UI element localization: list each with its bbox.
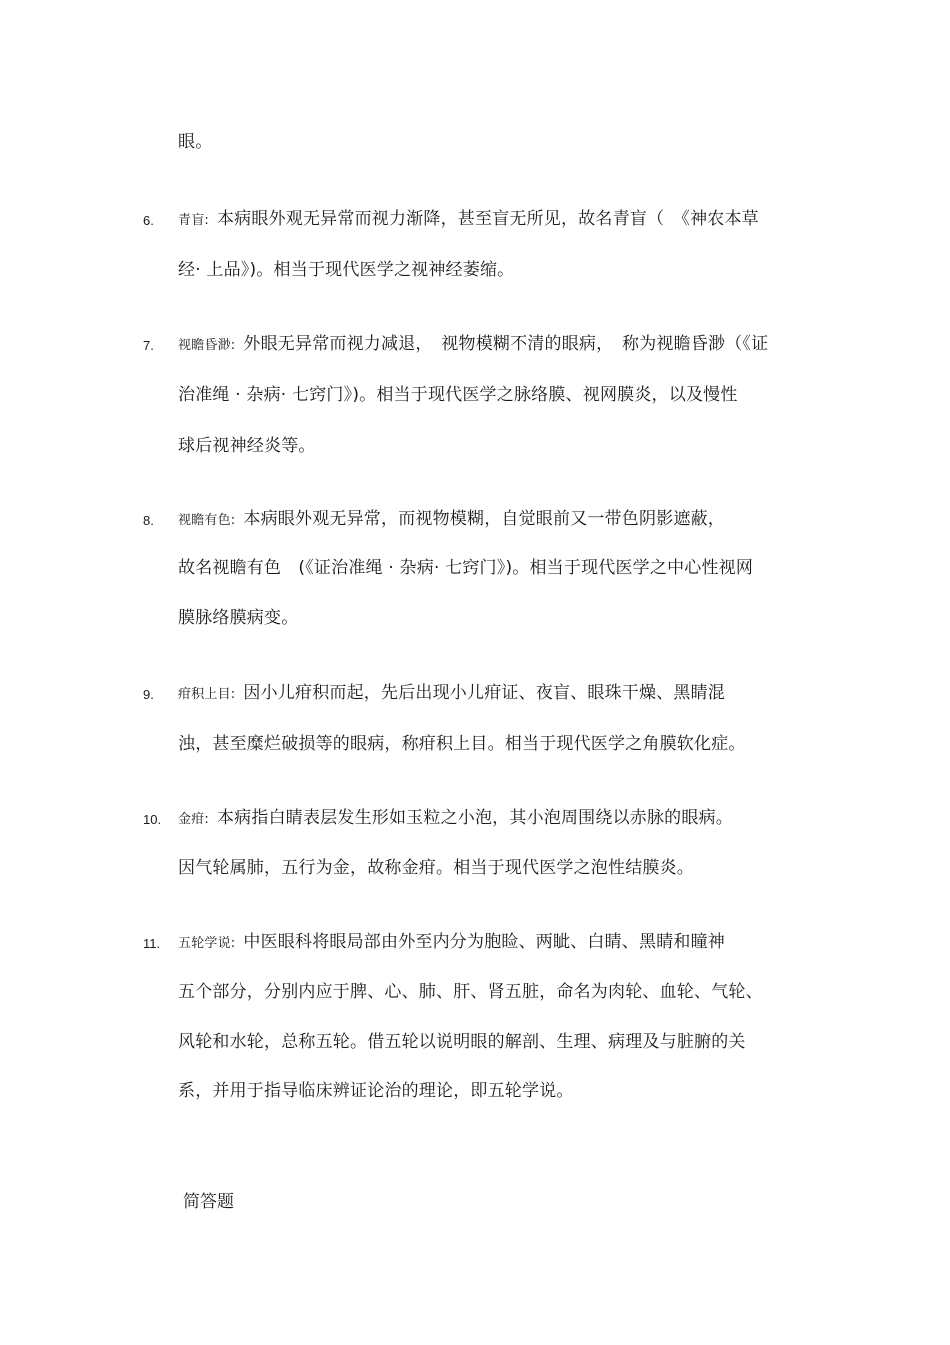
entry-line: 五个部分，分别内应于脾、心、肺、肝、肾五脏，命名为肉轮、血轮、气轮、 xyxy=(178,982,763,1002)
entry-number: 10. xyxy=(143,812,162,827)
entry-line: 风轮和水轮，总称五轮。借五轮以说明眼的解剖、生理、病理及与脏腑的关 xyxy=(178,1032,746,1052)
entry-line xyxy=(178,508,725,532)
entry-text: 本病眼外观无异常而视力渐降，甚至盲无所见，故名青盲（ 《神农本草 xyxy=(216,209,759,229)
entry-line: 故名视瞻有色 (《证治准绳 · 杂病· 七窍门》)。相当于现代医学之中心性视网 xyxy=(178,558,754,578)
entry-line: 治准绳 · 杂病· 七窍门》)。相当于现代医学之脉络膜、视网膜炎，以及慢性 xyxy=(178,385,738,405)
entry-text: 因小儿疳积而起，先后出现小儿疳证、夜盲、眼珠干燥、黑睛混 xyxy=(243,683,725,703)
entry-number: 11. xyxy=(143,936,161,951)
entry-term: 五轮学说: xyxy=(178,936,236,951)
entry-line xyxy=(178,931,725,955)
entry-line: 经· 上品》)。相当于现代医学之视神经萎缩。 xyxy=(178,260,515,280)
entry-line xyxy=(178,682,725,706)
entry-term: 视瞻昏渺: xyxy=(178,338,236,353)
entry-number: 6. xyxy=(143,213,154,228)
entry-number: 8. xyxy=(143,513,154,528)
intro-tail-text: 眼。 xyxy=(178,132,213,152)
entry-line: 系，并用于指导临床辨证论治的理论，即五轮学说。 xyxy=(178,1081,574,1101)
entry-line: 膜脉络膜病变。 xyxy=(178,608,299,628)
entry-text: 本病指白睛表层发生形如玉粒之小泡，其小泡周围绕以赤脉的眼病。 xyxy=(216,808,733,828)
entry-term: 青盲: xyxy=(178,213,209,228)
entry-line: 浊，甚至糜烂破损等的眼病，称疳积上目。相当于现代医学之角膜软化症。 xyxy=(178,734,746,754)
entry-term: 视瞻有色: xyxy=(178,513,236,528)
entry-text: 中医眼科将眼局部由外至内分为胞睑、两眦、白睛、黑睛和瞳神 xyxy=(243,932,725,952)
entry-line: 球后视神经炎等。 xyxy=(178,436,316,456)
entry-term: 金疳: xyxy=(178,812,209,827)
entry-term: 疳积上目: xyxy=(178,687,236,702)
entry-number: 7. xyxy=(143,338,154,353)
entry-line xyxy=(178,208,759,232)
entry-line xyxy=(178,333,768,357)
entry-number: 9. xyxy=(143,687,154,702)
entry-text: 本病眼外观无异常，而视物模糊，自觉眼前又一带色阴影遮蔽， xyxy=(243,509,725,529)
section-heading: 简答题 xyxy=(183,1192,234,1212)
entry-line: 因气轮属肺，五行为金，故称金疳。相当于现代医学之泡性结膜炎。 xyxy=(178,858,694,878)
entry-text: 外眼无异常而视力减退， 视物模糊不清的眼病， 称为视瞻昏渺（《证 xyxy=(243,334,769,354)
entry-line xyxy=(178,807,733,831)
